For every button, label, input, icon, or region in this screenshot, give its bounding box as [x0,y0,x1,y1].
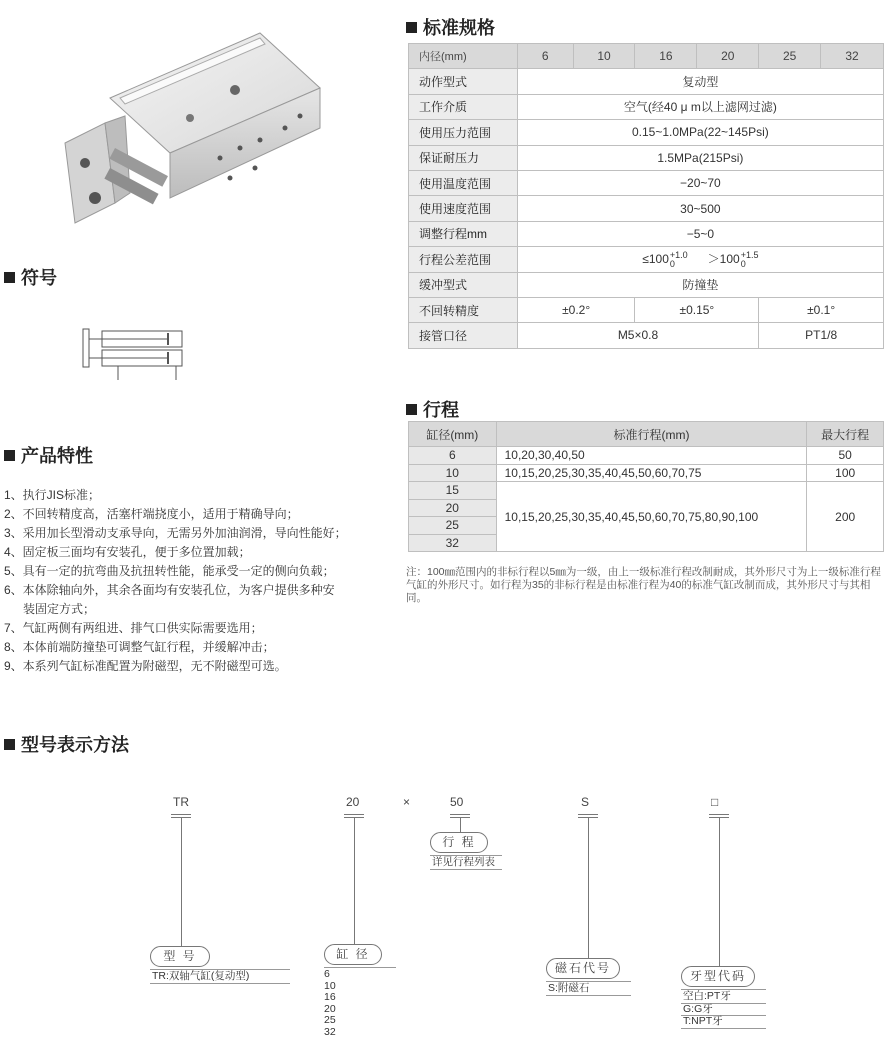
code-thread: □ [711,795,719,809]
spec-value: 空气(经40 μ m以上滤网过滤) [517,94,883,119]
stroke-bore: 25 [409,517,497,535]
model-magnet-desc: S:附磁石 [546,983,631,996]
bore-header: 6 [517,44,573,69]
feature-item: 4、固定板三面均有安装孔，便于多位置加载； [4,545,251,559]
spec-value: 30~500 [517,196,883,221]
square-bullet-icon [406,404,417,415]
leader-line [354,818,355,944]
code-bore: 20 [346,795,360,809]
stroke-bore: 20 [409,499,497,517]
spec-label: 使用速度范围 [409,196,518,221]
spec-value: 防撞垫 [517,272,883,297]
stroke-header: 标准行程(mm) [496,422,807,447]
section-title-spec: 标准规格 [406,14,495,40]
spec-row [409,221,884,246]
bore-header: 20 [697,44,759,69]
bore-header: 32 [821,44,884,69]
spec-value: −5~0 [517,221,883,246]
feature-item: 8、本体前端防撞垫可调整气缸行程，并缓解冲击； [4,640,275,654]
tolerance-b-fraction: +1.5 0 [740,249,759,269]
square-bullet-icon [4,450,15,461]
leader-line [181,818,182,948]
square-bullet-icon [4,272,15,283]
spec-row [409,323,884,348]
spec-value: ±0.1° [759,297,884,322]
spec-value: ±0.15° [635,297,759,322]
feature-item: 9、本系列气缸标准配置为附磁型，无不附磁型可选。 [4,659,287,673]
model-type-desc: TR:双轴气缸(复动型) [150,971,290,984]
stroke-max: 50 [807,447,884,465]
feature-item: 6、本体除轴向外，其余各面均有安装孔位，为客户提供多种安 [4,583,335,597]
model-bore-list: 6 10 16 20 25 32 [324,968,336,1038]
stroke-header: 最大行程 [807,422,884,447]
tolerance-value [517,247,883,272]
tolerance-b: ＞100 [707,251,740,266]
feature-item: 3、采用加长型滑动支承导向，无需另外加油润滑，导向性能好； [4,526,347,540]
square-bullet-icon [406,22,417,33]
spec-value: 复动型 [517,69,883,94]
bore-header: 16 [635,44,697,69]
spec-value: 1.5MPa(215Psi) [517,145,883,170]
stroke-row [409,464,884,482]
stroke-std: 10,15,20,25,30,35,40,45,50,60,70,75,80,90,100 [496,482,807,552]
stroke-row [409,447,884,465]
label-underline [324,967,396,968]
pneumatic-symbol-icon [80,326,190,384]
stroke-header: 缸径(mm) [409,422,497,447]
spec-label: 工作介质 [409,94,518,119]
spec-row [409,145,884,170]
leader-line [719,818,720,966]
spec-label: 保证耐压力 [409,145,518,170]
stroke-row [409,482,884,500]
model-bore-label: 缸 径 [324,944,382,965]
model-thread-desc: 空白:PT牙 G:G牙 T:NPT牙 [681,991,766,1029]
leader-line [460,818,461,832]
spec-header-label: 内径(mm) [409,44,518,69]
model-thread-label: 牙型代码 [681,966,755,987]
spec-row [409,120,884,145]
spec-header-row [409,44,884,69]
feature-item: 5、具有一定的抗弯曲及抗扭转性能，能承受一定的侧向负载； [4,564,335,578]
spec-value: ±0.2° [517,297,635,322]
spec-label: 调整行程mm [409,221,518,246]
bore-header: 25 [759,44,821,69]
spec-value: −20~70 [517,170,883,195]
section-title-symbol: 符号 [4,264,57,290]
stroke-note: 注：100㎜范围内的非标行程以5㎜为一级，由上一级标准行程改制耐成，其外形尺寸为上一级标准行程气缸的外形尺寸。如行程为35的非标行程是由标准行程为40的标准气缸改制而成，其外形尺寸与其相同。 [406,566,881,604]
spec-label: 不回转精度 [409,297,518,322]
stroke-bore: 10 [409,464,497,482]
bore-header: 10 [573,44,635,69]
spec-label: 缓冲型式 [409,272,518,297]
stroke-table [408,421,884,552]
stroke-bore: 32 [409,534,497,552]
feature-item: 2、不回转精度高，活塞杆端挠度小，适用于精确导向； [4,507,299,521]
spec-label: 动作型式 [409,69,518,94]
spec-row-tolerance [409,247,884,272]
section-title-model: 型号表示方法 [4,731,129,757]
cylinder-product-image [55,28,335,228]
stroke-std: 10,20,30,40,50 [496,447,807,465]
code-stroke: 50 [450,795,464,809]
feature-item: 1、执行JIS标准； [4,488,101,502]
spec-row [409,272,884,297]
code-times: × [403,795,411,809]
code-tr: TR [173,795,189,809]
spec-label: 接管口径 [409,323,518,348]
stroke-bore: 6 [409,447,497,465]
stroke-bore: 15 [409,482,497,500]
spec-row [409,297,884,322]
code-magnet: S [581,795,590,809]
tolerance-a: ≤100 [642,251,669,266]
feature-item: 7、气缸两侧有两组进、排气口供实际需要选用； [4,621,263,635]
spec-label: 使用压力范围 [409,120,518,145]
stroke-max: 100 [807,464,884,482]
leader-line [588,818,589,958]
tolerance-a-fraction: +1.0 0 [669,249,688,269]
model-type-label: 型 号 [150,946,210,967]
spec-value: 0.15~1.0MPa(22~145Psi) [517,120,883,145]
feature-item: 装固定方式； [23,602,96,616]
section-title-features: 产品特性 [4,442,93,468]
section-title-stroke: 行程 [406,396,459,422]
spec-value: M5×0.8 [517,323,758,348]
spec-label: 行程公差范围 [409,247,518,272]
spec-value: PT1/8 [759,323,884,348]
stroke-std: 10,15,20,25,30,35,40,45,50,60,70,75 [496,464,807,482]
model-stroke-label: 行 程 [430,832,488,853]
square-bullet-icon [4,739,15,750]
feature-list [4,486,347,676]
model-magnet-label: 磁石代号 [546,958,620,979]
spec-row [409,196,884,221]
spec-label: 使用温度范围 [409,170,518,195]
stroke-header-row [409,422,884,447]
stroke-max: 200 [807,482,884,552]
spec-row [409,170,884,195]
spec-row [409,94,884,119]
spec-row [409,69,884,94]
model-stroke-desc: 详见行程列表 [430,857,502,870]
spec-table [408,43,884,349]
